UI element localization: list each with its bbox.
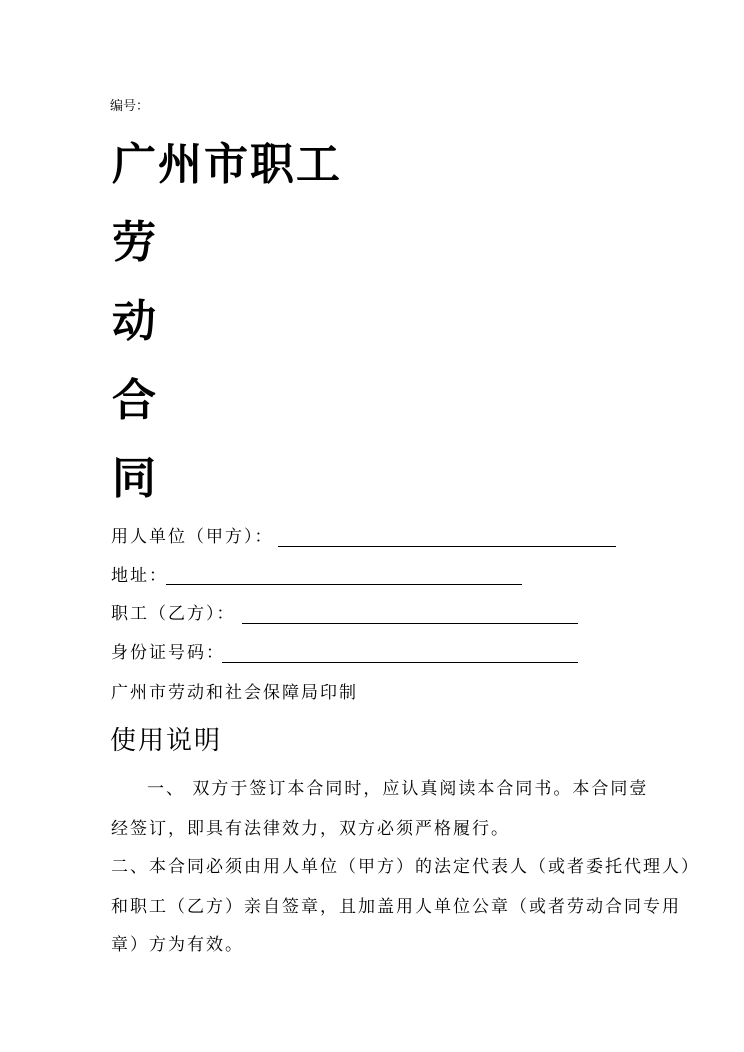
employee-label: 职工（乙方）： <box>111 604 236 624</box>
title-line-3: 动 <box>112 296 156 347</box>
publisher-line: 广州市劳动和社会保障局印制 <box>111 683 358 703</box>
instruction-2-line-2: 和职工（乙方）亲自签章，且加盖用人单位公章（或者劳动合同专用 <box>111 897 681 917</box>
title-line-2: 劳 <box>112 217 156 268</box>
title-line-5: 同 <box>112 453 156 504</box>
address-blank-line <box>166 584 522 585</box>
employer-label: 用人单位（甲方）： <box>111 527 274 547</box>
title-line-1: 广州市职工 <box>112 139 342 190</box>
instruction-2-line-1: 二、本合同必须由用人单位（甲方）的法定代表人（或者委托代理人） <box>111 857 700 877</box>
doc-number-label: 编号： <box>110 99 150 114</box>
id-number-blank-line <box>222 662 578 663</box>
instruction-1-line-1: 一、 双方于签订本合同时，应认真阅读本合同书。本合同壹 <box>147 779 649 799</box>
id-number-label: 身份证号码： <box>111 643 225 663</box>
employee-blank-line <box>242 623 578 624</box>
instruction-2-line-3: 章）方为有效。 <box>111 935 244 955</box>
title-line-4: 合 <box>112 375 156 426</box>
instructions-heading: 使用说明 <box>110 726 223 756</box>
employer-blank-line <box>278 546 616 547</box>
address-label: 地址： <box>111 566 168 586</box>
instruction-1-line-2: 经签订，即具有法律效力，双方必须严格履行。 <box>111 819 510 839</box>
